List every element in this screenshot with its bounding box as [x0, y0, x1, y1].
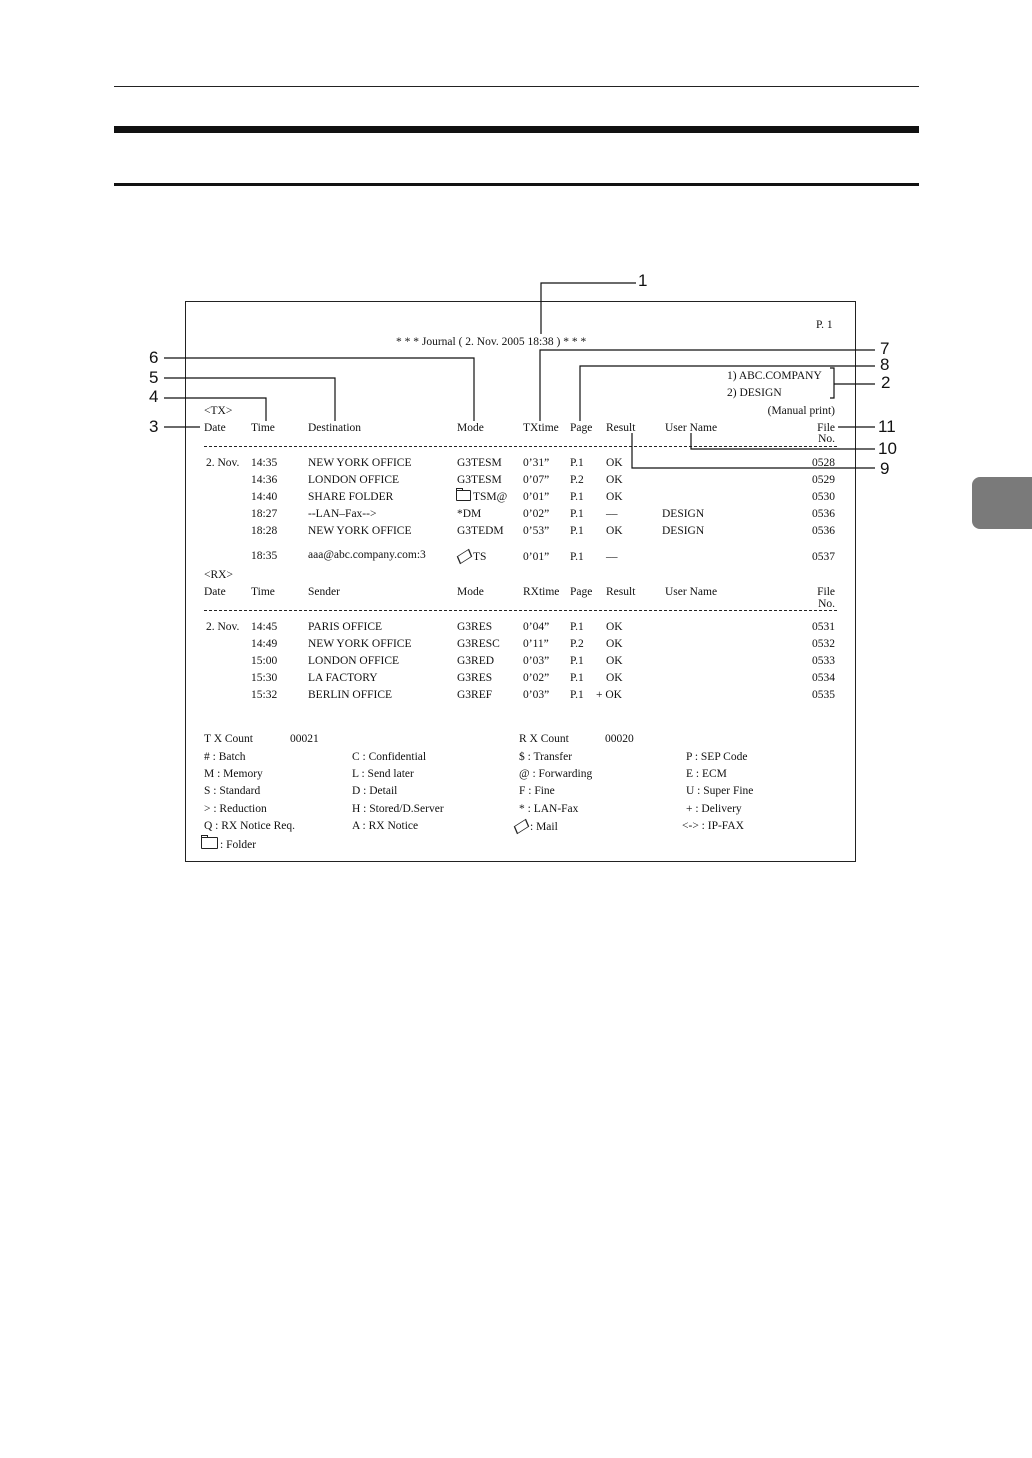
row-page: P.2: [570, 474, 584, 486]
legend-item: H : Stored/D.Server: [352, 803, 444, 815]
row-file-no: 0535: [812, 689, 835, 701]
row-txtime: 0’02”: [523, 508, 550, 520]
user-name-2: 2) DESIGN: [727, 387, 782, 399]
legend-item: <-> : IP-FAX: [682, 820, 744, 832]
row-file-no: 0530: [812, 491, 835, 503]
report-page-number: P. 1: [816, 319, 833, 331]
row-mode-text: TSM@: [473, 491, 508, 503]
row-sender: LA FACTORY: [308, 672, 378, 684]
row-user-name: DESIGN: [662, 508, 705, 520]
rx-count-label: R X Count: [519, 733, 569, 745]
row-file-no: 0531: [812, 621, 835, 633]
tx-count-value: 00021: [290, 733, 319, 745]
row-result: + OK: [596, 689, 622, 701]
manual-print-note: (Manual print): [767, 405, 835, 417]
row-mode: G3TEDM: [457, 525, 504, 537]
callout-9: 9: [880, 459, 890, 478]
row-file-no: 0532: [812, 638, 835, 650]
legend-text: : Mail: [530, 821, 558, 833]
row-result: OK: [606, 638, 623, 650]
row-destination: aaa@abc.company.com:3: [308, 549, 426, 561]
tx-header-txtime: TXtime: [523, 422, 559, 434]
row-txtime: 0’01”: [523, 551, 550, 563]
row-result: OK: [606, 621, 623, 633]
callout-3: 3: [149, 417, 159, 436]
row-txtime: 0’31”: [523, 457, 550, 469]
rx-header-user-name: User Name: [665, 586, 718, 598]
row-sender: LONDON OFFICE: [308, 655, 400, 667]
tx-count-label: T X Count: [204, 733, 253, 745]
row-destination: NEW YORK OFFICE: [308, 457, 412, 469]
row-page: P.1: [570, 551, 584, 563]
row-txtime: 0’53”: [523, 525, 550, 537]
legend-item: U : Super Fine: [686, 785, 754, 797]
row-result: OK: [606, 655, 623, 667]
rx-header-time: Time: [251, 586, 275, 598]
legend-item: * : LAN-Fax: [519, 803, 579, 815]
legend-item: M : Memory: [204, 768, 263, 780]
legend-item: S : Standard: [204, 785, 261, 797]
row-page: P.1: [570, 525, 584, 537]
row-page: P.1: [570, 508, 584, 520]
legend-item: # : Batch: [204, 751, 246, 763]
rx-header-file: File: [817, 586, 835, 598]
row-time: 14:35: [251, 457, 278, 469]
row-rxtime: 0’04”: [523, 621, 550, 633]
row-mode: *DM: [457, 508, 482, 520]
callout-7: 7: [880, 339, 890, 358]
tx-header-time: Time: [251, 422, 275, 434]
row-mode: G3RED: [457, 655, 495, 667]
legend-item: + : Delivery: [686, 803, 742, 815]
callout-8: 8: [880, 355, 890, 374]
tx-header-page: Page: [570, 422, 593, 434]
row-time: 14:45: [251, 621, 278, 633]
row-time: 18:35: [251, 550, 278, 562]
row-file-no: 0537: [812, 551, 835, 563]
rx-count-value: 00020: [605, 733, 634, 745]
row-time: 15:30: [251, 672, 278, 684]
callout-line-10: [691, 433, 875, 449]
legend-item: $ : Transfer: [519, 751, 573, 763]
legend-item: A : RX Notice: [352, 820, 419, 832]
row-time: 14:49: [251, 638, 278, 650]
callout-line-1: [541, 283, 636, 334]
callout-4: 4: [149, 387, 159, 406]
tx-header-result: Result: [606, 422, 636, 434]
row-rxtime: 0’03”: [523, 689, 550, 701]
row-rxtime: 0’02”: [523, 672, 550, 684]
legend-item: D : Detail: [352, 785, 398, 797]
rx-header-date: Date: [204, 586, 226, 598]
callout-10: 10: [878, 439, 897, 458]
row-sender: NEW YORK OFFICE: [308, 638, 412, 650]
row-user-name: DESIGN: [662, 525, 705, 537]
callout-line-9: [632, 433, 875, 468]
callout-2: 2: [881, 373, 891, 392]
row-txtime: 0’01”: [523, 491, 550, 503]
rx-header-page: Page: [570, 586, 593, 598]
row-result: OK: [606, 525, 623, 537]
row-rxtime: 0’03”: [523, 655, 550, 667]
row-page: P.1: [570, 457, 584, 469]
rx-header-mode: Mode: [457, 586, 484, 598]
row-txtime: 0’07”: [523, 474, 550, 486]
row-mode: G3TESM: [457, 457, 502, 469]
row-result: OK: [606, 457, 623, 469]
row-time: 14:36: [251, 474, 278, 486]
legend-item: C : Confidential: [352, 751, 427, 763]
callout-line-7: [540, 350, 875, 421]
tx-header-date: Date: [204, 422, 226, 434]
row-sender: PARIS OFFICE: [308, 621, 383, 633]
tx-header-destination: Destination: [308, 422, 362, 434]
row-result: OK: [606, 672, 623, 684]
legend-item: L : Send later: [352, 768, 414, 780]
legend-item: P : SEP Code: [686, 751, 748, 763]
row-page: P.1: [570, 655, 584, 667]
row-page: P.1: [570, 491, 584, 503]
row-destination: LONDON OFFICE: [308, 474, 400, 486]
row-page: P.1: [570, 672, 584, 684]
legend-item: E : ECM: [686, 768, 727, 780]
row-time: 15:32: [251, 689, 278, 701]
row-time: 18:27: [251, 508, 278, 520]
legend-item: @ : Forwarding: [519, 768, 593, 780]
legend-item: Q : RX Notice Req.: [204, 820, 296, 832]
tx-header-user-name: User Name: [665, 422, 718, 434]
row-file-no: 0528: [812, 457, 835, 469]
rx-section-label: <RX>: [204, 569, 233, 581]
row-destination: SHARE FOLDER: [308, 491, 394, 503]
row-file-no: 0534: [812, 672, 835, 684]
row-file-no: 0533: [812, 655, 835, 667]
row-page: P.2: [570, 638, 584, 650]
row-rxtime: 0’11”: [523, 638, 549, 650]
row-result: OK: [606, 474, 623, 486]
rx-header-rxtime: RXtime: [523, 586, 560, 598]
legend-text: : Folder: [220, 839, 257, 851]
callout-11: 11: [878, 417, 896, 436]
row-result: OK: [606, 491, 623, 503]
row-mode: G3REF: [457, 689, 493, 701]
row-mode: G3RESC: [457, 638, 500, 650]
callout-1: 1: [638, 271, 648, 290]
row-page: P.1: [570, 689, 584, 701]
tx-header-file-no: No.: [818, 433, 835, 445]
row-mode: G3TESM: [457, 474, 502, 486]
row-file-no: 0529: [812, 474, 835, 486]
row-time: 18:28: [251, 525, 278, 537]
callout-line-4: [164, 398, 266, 421]
row-mode: G3RES: [457, 621, 493, 633]
row-file-no: 0536: [812, 525, 835, 537]
row-result: ––: [606, 508, 618, 520]
row-destination: NEW YORK OFFICE: [308, 525, 412, 537]
row-destination: --LAN–Fax-->: [308, 508, 377, 520]
tx-header-file: File: [817, 422, 835, 434]
row-mode-text: TS: [473, 551, 487, 563]
rx-header-result: Result: [606, 586, 636, 598]
row-page: P.1: [570, 621, 584, 633]
tx-header-mode: Mode: [457, 422, 484, 434]
tx-section-label: <TX>: [204, 405, 233, 417]
row-file-no: 0536: [812, 508, 835, 520]
callout-line-8: [580, 366, 875, 421]
rx-header-sender: Sender: [308, 586, 340, 598]
legend-item: F : Fine: [519, 785, 555, 797]
callout-line-5: [164, 378, 335, 421]
callout-5: 5: [149, 368, 159, 387]
callout-line-2a: [830, 368, 834, 398]
row-date: 2. Nov.: [206, 457, 240, 469]
row-result: ––: [606, 551, 618, 563]
user-name-1: 1) ABC.COMPANY: [727, 370, 822, 382]
callout-line-6: [164, 358, 474, 421]
callout-6: 6: [149, 348, 159, 367]
row-mode: G3RES: [457, 672, 493, 684]
row-date: 2. Nov.: [206, 621, 240, 633]
rx-header-file-no: No.: [818, 598, 835, 610]
row-time: 15:00: [251, 655, 278, 667]
journal-title: * * * Journal ( 2. Nov. 2005 18:38 ) * * *: [396, 336, 587, 348]
row-time: 14:40: [251, 491, 278, 503]
legend-item: > : Reduction: [204, 803, 267, 815]
row-sender: BERLIN OFFICE: [308, 689, 393, 701]
